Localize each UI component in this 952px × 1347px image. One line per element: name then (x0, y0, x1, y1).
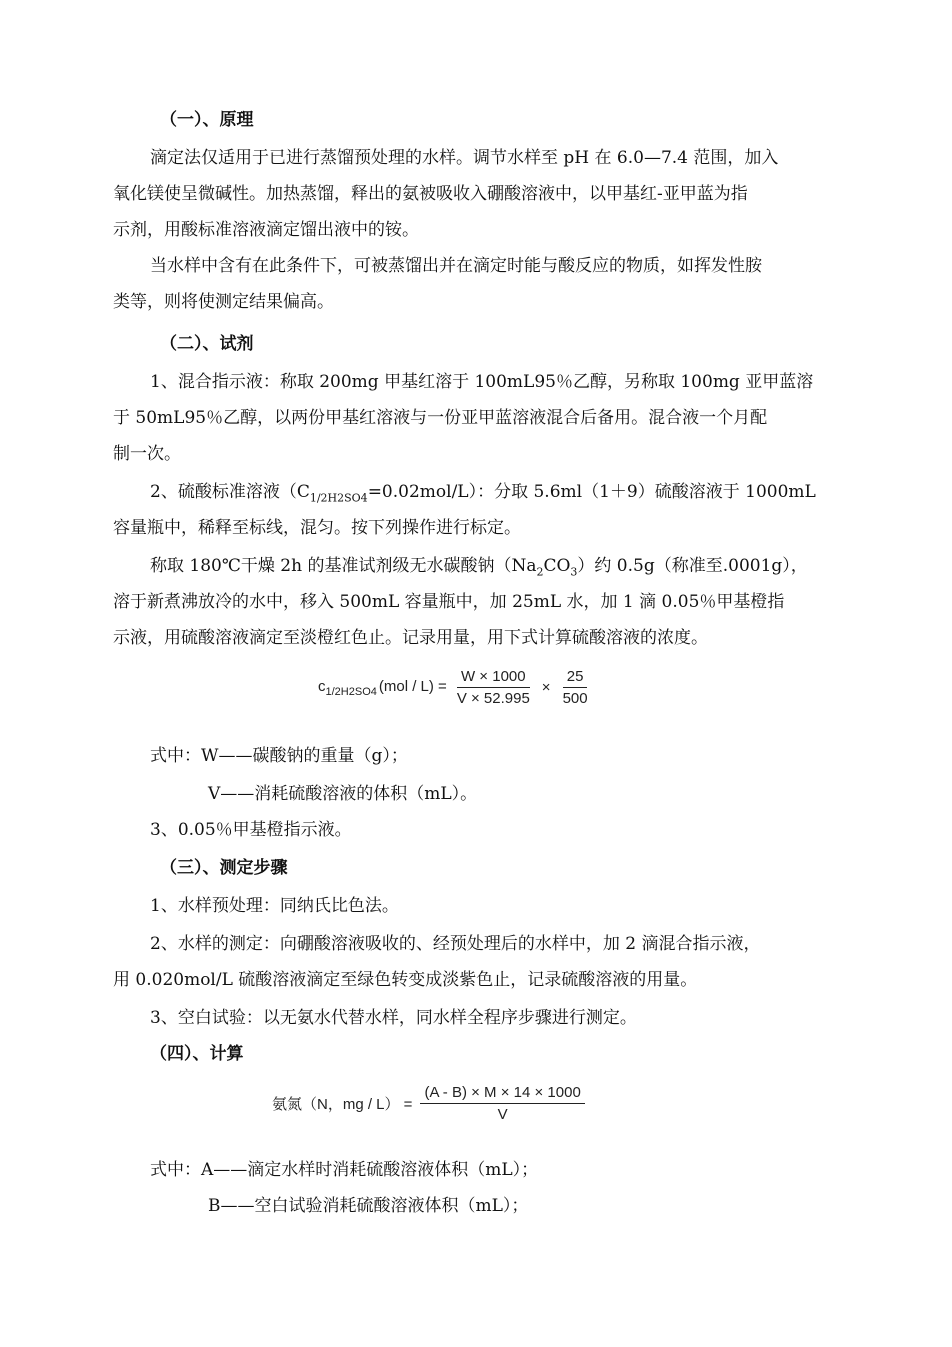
section-heading-principle: （一）、原理 (160, 110, 254, 130)
paragraph-line: 用 0.020mol/L 硫酸溶液滴定至绿色转变成淡紫色止，记录硫酸溶液的用量。 (113, 970, 698, 990)
section-heading-reagents: （二）、试剂 (160, 334, 254, 354)
formula-fraction (559, 668, 592, 707)
text-segment: ）约 0.5g（称准至.0001g）， (577, 556, 808, 576)
paragraph-line: 滴定法仅适用于已进行蒸馏预处理的水样。调节水样至 pH 在 6.0—7.4 范围，加入 (150, 148, 779, 168)
formula-unit: (mol / L) = (378, 677, 447, 695)
paragraph-line: 容量瓶中，稀释至标线，混匀。按下列操作进行标定。 (113, 518, 521, 538)
section-heading-calculation: （四）、计算 (150, 1044, 244, 1064)
paragraph-line: 当水样中含有在此条件下，可被蒸馏出并在滴定时能与酸反应的物质，如挥发性胺 (150, 256, 762, 276)
formula-ammonia-nitrogen (272, 1084, 585, 1123)
formula-symbol: c (318, 677, 326, 695)
formula-legend-line: 式中：W——碳酸钠的重量（g）； (150, 746, 408, 766)
formula-fraction (453, 668, 534, 707)
paragraph-line-sodium-carbonate (150, 556, 808, 582)
formula-legend-line: B——空白试验消耗硫酸溶液体积（mL）； (208, 1196, 529, 1216)
paragraph-line: 溶于新煮沸放冷的水中，移入 500mL 容量瓶中，加 25mL 水，加 1 滴 0.05％甲基橙指 (113, 592, 785, 612)
formula-fraction (420, 1084, 584, 1123)
formula-numerator: W × 1000 (457, 668, 530, 688)
text-segment: 称取 180℃干燥 2h 的基准试剂级无水碳酸钠（Na (150, 556, 537, 576)
formula-denominator: V (497, 1106, 508, 1123)
paragraph-line-sulfuric-standard (150, 482, 816, 508)
subscript: 2 (536, 565, 544, 579)
paragraph-line: 1、水样预处理：同纳氏比色法。 (150, 896, 399, 916)
formula-subscript: 1/2H2SO4 (325, 685, 377, 698)
formula-denominator: 500 (562, 690, 588, 707)
text-segment: =0.02mol/L）：分取 5.6ml（1＋9）硫酸溶液于 1000mL (367, 482, 816, 502)
paragraph-line: 氧化镁使呈微碱性。加热蒸馏，释出的氨被吸收入硼酸溶液中，以甲基红-亚甲蓝为指 (113, 184, 748, 204)
paragraph-line: 1、混合指示液：称取 200mg 甲基红溶于 100mL95％乙醇，另称取 100mg 亚甲蓝溶 (150, 372, 814, 392)
subscript: 3 (570, 565, 578, 579)
paragraph-line: 2、水样的测定：向硼酸溶液吸收的、经预处理后的水样中，加 2 滴混合指示液， (150, 934, 761, 954)
formula-numerator: (A - B) × M × 14 × 1000 (420, 1084, 584, 1104)
formula-lhs: 氨氮（N，mg / L） = (272, 1096, 413, 1113)
paragraph-line: 示液，用硫酸溶液滴定至淡橙红色止。记录用量，用下式计算硫酸溶液的浓度。 (113, 628, 708, 648)
formula-numerator: 25 (563, 668, 588, 688)
formula-legend-line: V——消耗硫酸溶液的体积（mL）。 (208, 784, 478, 804)
paragraph-line: 3、0.05％甲基橙指示液。 (150, 820, 352, 840)
formula-operator: × (541, 679, 551, 696)
paragraph-line: 示剂，用酸标准溶液滴定馏出液中的铵。 (113, 220, 419, 240)
section-heading-procedure: （三）、测定步骤 (160, 858, 288, 878)
paragraph-line: 制一次。 (113, 444, 181, 464)
paragraph-line: 类等，则将使测定结果偏高。 (113, 292, 334, 312)
formula-denominator: V × 52.995 (456, 690, 530, 707)
subscript: 1/2H2SO4 (309, 491, 368, 505)
text-segment: 2、硫酸标准溶液（C (150, 482, 310, 502)
text-segment: CO (543, 556, 571, 576)
formula-sulfuric-concentration (318, 668, 592, 707)
paragraph-line: 于 50mL95％乙醇，以两份甲基红溶液与一份亚甲蓝溶液混合后备用。混合液一个月配 (113, 408, 768, 428)
paragraph-line: 3、空白试验：以无氨水代替水样，同水样全程序步骤进行测定。 (150, 1008, 637, 1028)
formula-legend-line: 式中：A——滴定水样时消耗硫酸溶液体积（mL）； (150, 1160, 539, 1180)
formula-lhs (318, 678, 453, 698)
